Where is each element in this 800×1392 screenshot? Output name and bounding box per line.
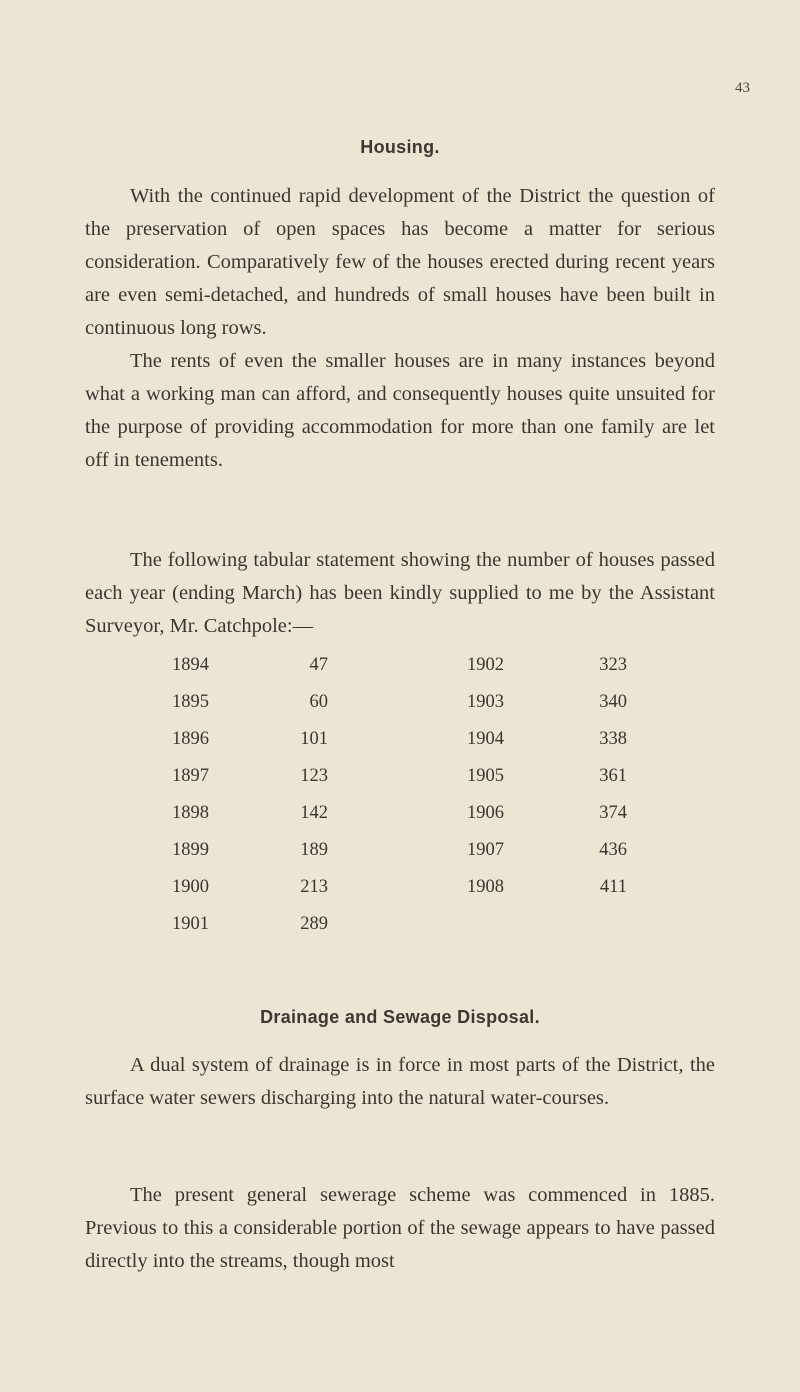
table-value: 101 [300,729,328,749]
table-value: 289 [300,914,328,934]
drainage-paragraph-1-text: A dual system of drainage is in force in most parts of the District, the surface water sewers discharging into the natural water-courses. [85,1054,715,1109]
table-value: 340 [599,692,627,712]
table-value: 142 [300,803,328,823]
drainage-paragraph-2 [85,1179,715,1278]
drainage-heading: Drainage and Sewage Disposal. [260,1007,540,1027]
drainage-paragraph-2-text: The present general sewerage scheme was commenced in 1885. Previous to this a considerable portion of the sewage appears to have passed directly into the streams, though most [85,1184,715,1272]
table-year: 1898 [172,803,209,823]
table-value: 338 [599,729,627,749]
table-year: 1905 [467,766,504,786]
table-year: 1907 [467,840,504,860]
table-value: 47 [309,655,328,675]
table-year: 1904 [467,729,504,749]
table-year: 1899 [172,840,209,860]
housing-paragraph-2-text: The rents of even the smaller houses are in many instances beyond what a working man can afford, and consequently houses quite unsuited for the purpose of providing accommodation for more than one family are let off in tenements. [85,350,715,471]
housing-paragraph-3-text: The following tabular statement showing the number of houses passed each year (ending March) has been kindly supplied to me by the Assistant Surveyor, Mr. Catchpole:— [85,549,715,637]
drainage-paragraph-1 [85,1049,715,1115]
table-value: 60 [309,692,328,712]
table-year: 1901 [172,914,209,934]
table-year: 1894 [172,655,209,675]
housing-heading: Housing. [360,137,440,157]
table-value: 411 [599,877,627,897]
table-value: 436 [599,840,627,860]
housing-paragraph-1-text: With the continued rapid development of the District the question of the preservation of open spaces has become a matter for serious consideration. Comparatively few of the houses erected during recent years are even semi-detached, and hundreds of small houses have been built in continuous long rows. [85,185,715,339]
table-year: 1896 [172,729,209,749]
table-value: 123 [300,766,328,786]
table-year: 1906 [467,803,504,823]
table-year: 1908 [467,877,504,897]
table-value: 189 [300,840,328,860]
table-year: 1902 [467,655,504,675]
table-year: 1903 [467,692,504,712]
table-value: 374 [599,803,627,823]
table-year: 1895 [172,692,209,712]
table-value: 361 [599,766,627,786]
table-year: 1897 [172,766,209,786]
table-value: 213 [300,877,328,897]
page-number: 43 [735,80,750,96]
table-value: 323 [599,655,627,675]
table-year: 1900 [172,877,209,897]
